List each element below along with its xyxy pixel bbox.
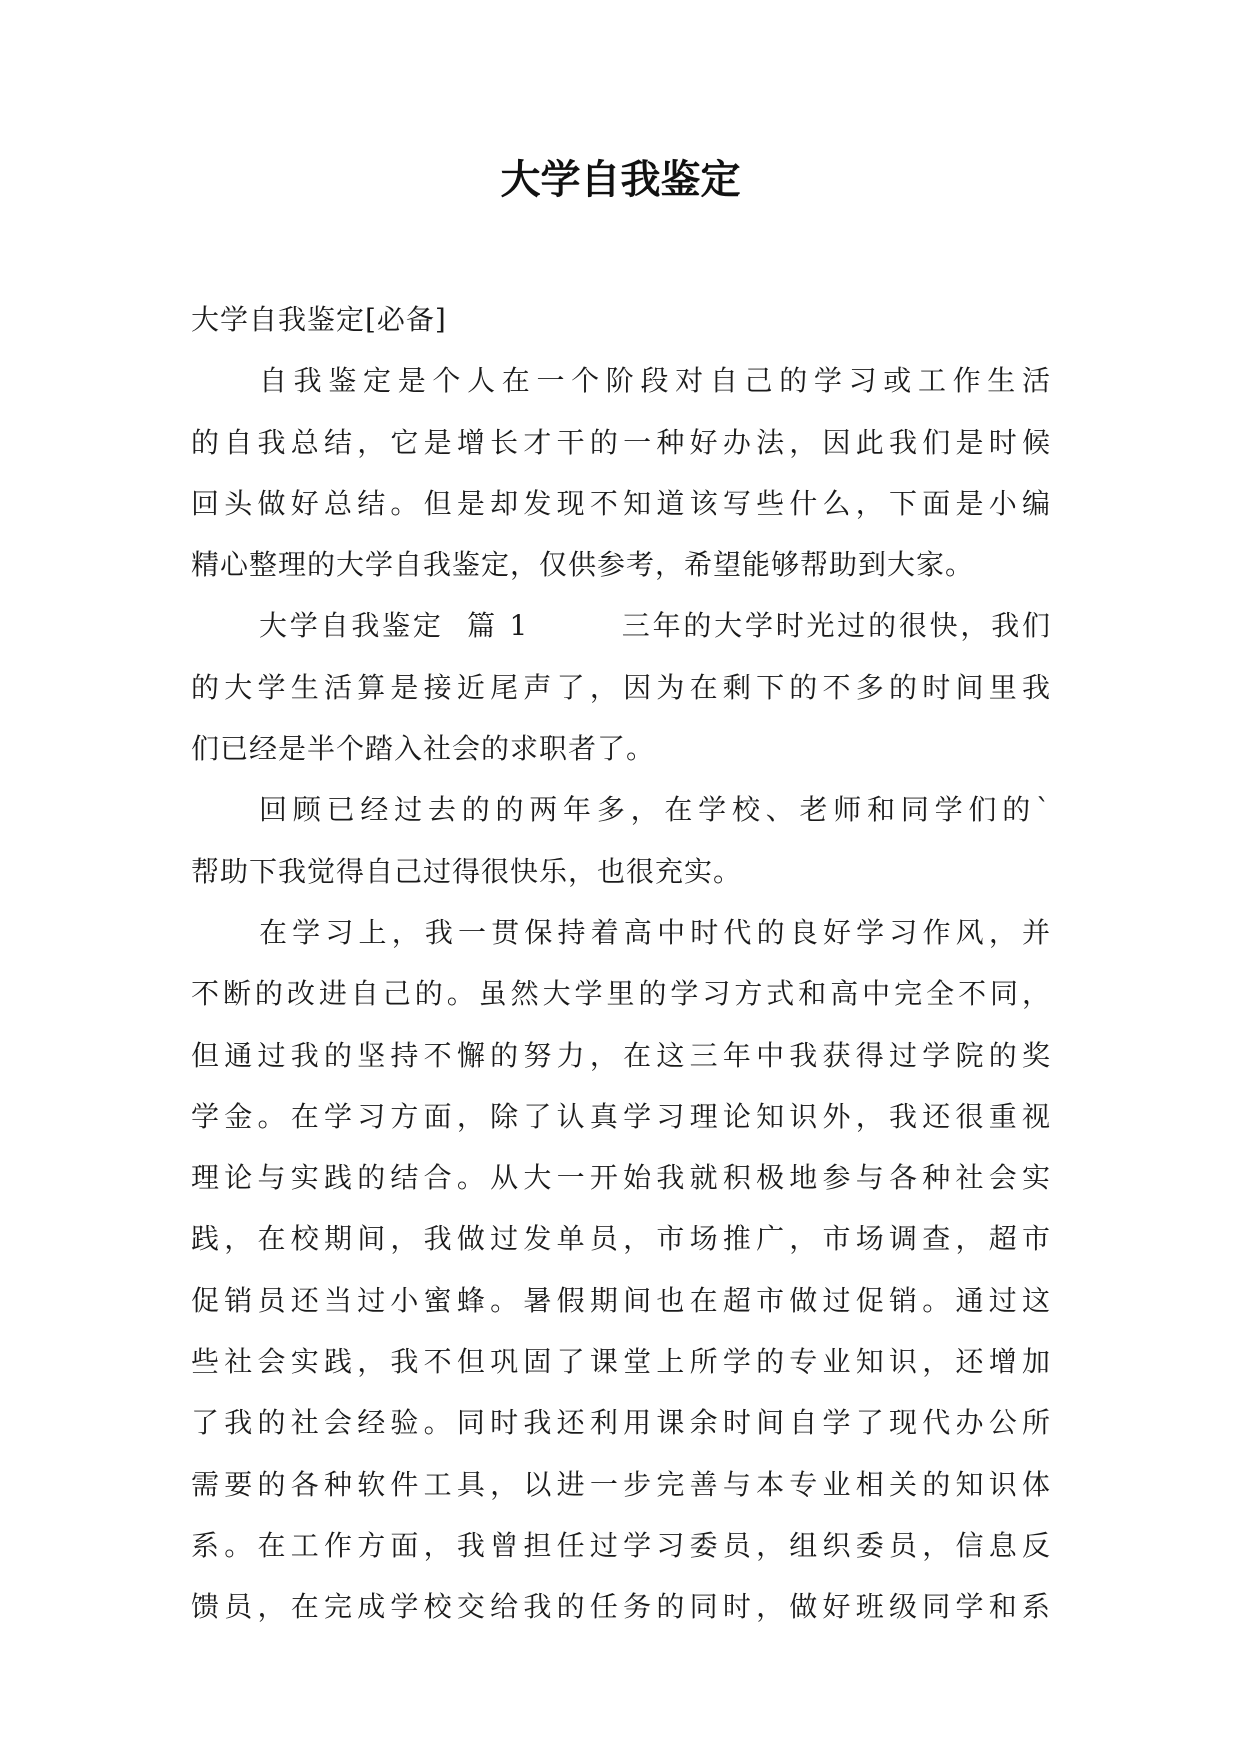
section-heading-line: 大学自我鉴定 篇 1 三年的大学时光过的很快，我们: [259, 609, 1051, 643]
paragraph-line: 不断的改进自己的。虽然大学里的学习方式和高中完全不同，: [191, 977, 1051, 1011]
paragraph-line: 但通过我的坚持不懈的努力，在这三年中我获得过学院的奖: [191, 1038, 1051, 1072]
paragraph-line: 践，在校期间，我做过发单员，市场推广，市场调查，超市: [191, 1222, 1051, 1256]
paragraph-line: 需要的各种软件工具，以进一步完善与本专业相关的知识体: [191, 1467, 1051, 1501]
paragraph-line: 促销员还当过小蜜蜂。暑假期间也在超市做过促销。通过这: [191, 1283, 1051, 1317]
paragraph-line: 精心整理的大学自我鉴定，仅供参考，希望能够帮助到大家。: [191, 548, 975, 582]
paragraph-line: 的大学生活算是接近尾声了，因为在剩下的不多的时间里我: [191, 670, 1051, 704]
paragraph-line: 馈员，在完成学校交给我的任务的同时，做好班级同学和系: [191, 1590, 1051, 1624]
subtitle-line: 大学自我鉴定[必备]: [191, 303, 447, 336]
paragraph-line: 学金。在学习方面，除了认真学习理论知识外，我还很重视: [191, 1099, 1051, 1133]
document-title: 大学自我鉴定: [500, 157, 741, 203]
paragraph-line: 们已经是半个踏入社会的求职者了。: [191, 732, 656, 766]
paragraph-line: 回顾已经过去的的两年多，在学校、老师和同学们的`: [259, 793, 1051, 827]
paragraph-line: 帮助下我觉得自己过得很快乐，也很充实。: [191, 854, 743, 888]
paragraph-line: 理论与实践的结合。从大一开始我就积极地参与各种社会实: [191, 1161, 1051, 1195]
paragraph-line: 些社会实践，我不但巩固了课堂上所学的专业知识，还增加: [191, 1345, 1051, 1379]
paragraph-line: 回头做好总结。但是却发现不知道该写些什么，下面是小编: [191, 486, 1051, 520]
paragraph-line: 了我的社会经验。同时我还利用课余时间自学了现代办公所: [191, 1406, 1051, 1440]
paragraph-line: 在学习上，我一贯保持着高中时代的良好学习作风，并: [259, 915, 1051, 949]
paragraph-line: 的自我总结，它是增长才干的一种好办法，因此我们是时候: [191, 425, 1051, 459]
paragraph-line: 系。在工作方面，我曾担任过学习委员，组织委员，信息反: [191, 1528, 1051, 1562]
paragraph-line: 自我鉴定是个人在一个阶段对自己的学习或工作生活: [259, 364, 1051, 398]
document-body: [191, 289, 1051, 1638]
